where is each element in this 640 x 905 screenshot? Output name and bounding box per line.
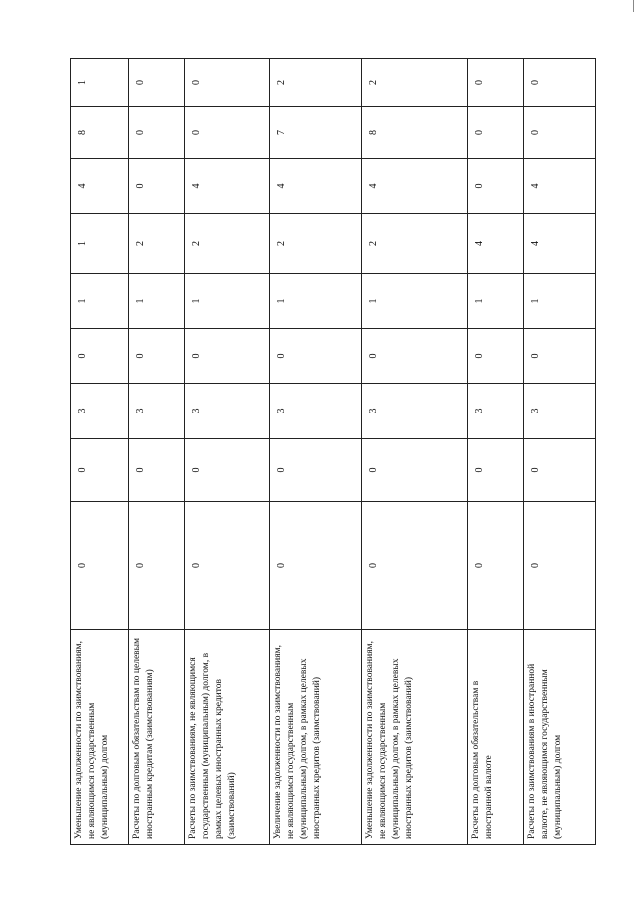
value-cell: 0	[468, 329, 524, 384]
table-row	[270, 59, 362, 845]
value-cell: 0	[524, 329, 596, 384]
row-label: Расчеты по заимствованиям, не являющимся государственным (муниципальным) долгом, в рамках целевых иностранных кредитов (заимствований)	[185, 630, 270, 845]
value-cell: 0	[185, 502, 270, 630]
value-cell: 0	[524, 439, 596, 502]
value-cell: 8	[71, 107, 129, 159]
value-cell: 4	[71, 159, 129, 214]
value-cell: 0	[71, 329, 129, 384]
value-cell: 0	[129, 439, 185, 502]
value-cell: 2	[270, 214, 362, 274]
value-cell: 3	[185, 384, 270, 439]
value-cell: 0	[185, 59, 270, 107]
value-cell: 3	[71, 384, 129, 439]
value-cell: 0	[468, 439, 524, 502]
value-cell: 0	[362, 439, 468, 502]
value-cell: 2	[362, 214, 468, 274]
value-cell: 0	[524, 502, 596, 630]
value-cell: 0	[185, 439, 270, 502]
value-cell: 0	[468, 59, 524, 107]
value-cell: 7	[270, 107, 362, 159]
value-cell: 2	[185, 214, 270, 274]
code-table	[70, 58, 596, 845]
value-cell: 0	[71, 439, 129, 502]
rotated-table-container	[70, 59, 595, 845]
value-cell: 0	[129, 107, 185, 159]
table-row	[129, 59, 185, 845]
value-cell: 0	[129, 329, 185, 384]
value-cell: 0	[270, 439, 362, 502]
value-cell: 1	[270, 274, 362, 329]
value-cell: 3	[362, 384, 468, 439]
value-cell: 1	[468, 274, 524, 329]
value-cell: 3	[468, 384, 524, 439]
table-row	[524, 59, 596, 845]
value-cell: 1	[71, 214, 129, 274]
value-cell: 1	[362, 274, 468, 329]
value-cell: 1	[524, 274, 596, 329]
value-cell: 0	[362, 329, 468, 384]
row-label: Расчеты по долговым обязательствам в иностранной валюте	[468, 630, 524, 845]
row-label: Расчеты по заимствованиям в иностранной валюте, не являющимся государственным (муниципальным) долгом	[524, 630, 596, 845]
value-cell: 0	[468, 502, 524, 630]
value-cell: 4	[185, 159, 270, 214]
value-cell: 2	[362, 59, 468, 107]
value-cell: 0	[129, 502, 185, 630]
row-label: Уменьшение задолженности по заимствованиям, не являющимся государственным (муниципальным) долгом	[71, 630, 129, 845]
value-cell: 2	[129, 214, 185, 274]
value-cell: 1	[129, 274, 185, 329]
value-cell: 8	[362, 107, 468, 159]
value-cell: 1	[185, 274, 270, 329]
value-cell: 1	[71, 59, 129, 107]
value-cell: 3	[524, 384, 596, 439]
value-cell: 0	[129, 159, 185, 214]
value-cell: 0	[468, 159, 524, 214]
row-label: Увеличение задолженности по заимствованиям, не являющимся государственным (муниципальным) долгом, в рамках целевых иностранных кредитов (заимствований)	[270, 630, 362, 845]
value-cell: 0	[270, 502, 362, 630]
row-label: Расчеты по долговым обязательствам по целевым иностранным кредитам (заимствованиям)	[129, 630, 185, 845]
table-row	[362, 59, 468, 845]
value-cell: 0	[185, 107, 270, 159]
value-cell: 0	[71, 502, 129, 630]
value-cell: 4	[524, 159, 596, 214]
value-cell: 0	[524, 59, 596, 107]
value-cell: 4	[524, 214, 596, 274]
value-cell: 3	[270, 384, 362, 439]
value-cell: 2	[270, 59, 362, 107]
table-row	[71, 59, 129, 845]
row-label: Уменьшение задолженности по заимствованиям, не являющимся государственным (муниципальным) долгом, в рамках целевых иностранных кредитов (заимствований)	[362, 630, 468, 845]
value-cell: 0	[468, 107, 524, 159]
value-cell: 3	[129, 384, 185, 439]
page-edge-mark	[633, 0, 634, 12]
value-cell: 0	[362, 502, 468, 630]
table-row	[185, 59, 270, 845]
value-cell: 1	[71, 274, 129, 329]
value-cell: 0	[270, 329, 362, 384]
value-cell: 0	[524, 107, 596, 159]
table-row	[468, 59, 524, 845]
value-cell: 0	[129, 59, 185, 107]
value-cell: 4	[362, 159, 468, 214]
value-cell: 4	[468, 214, 524, 274]
value-cell: 4	[270, 159, 362, 214]
value-cell: 0	[185, 329, 270, 384]
